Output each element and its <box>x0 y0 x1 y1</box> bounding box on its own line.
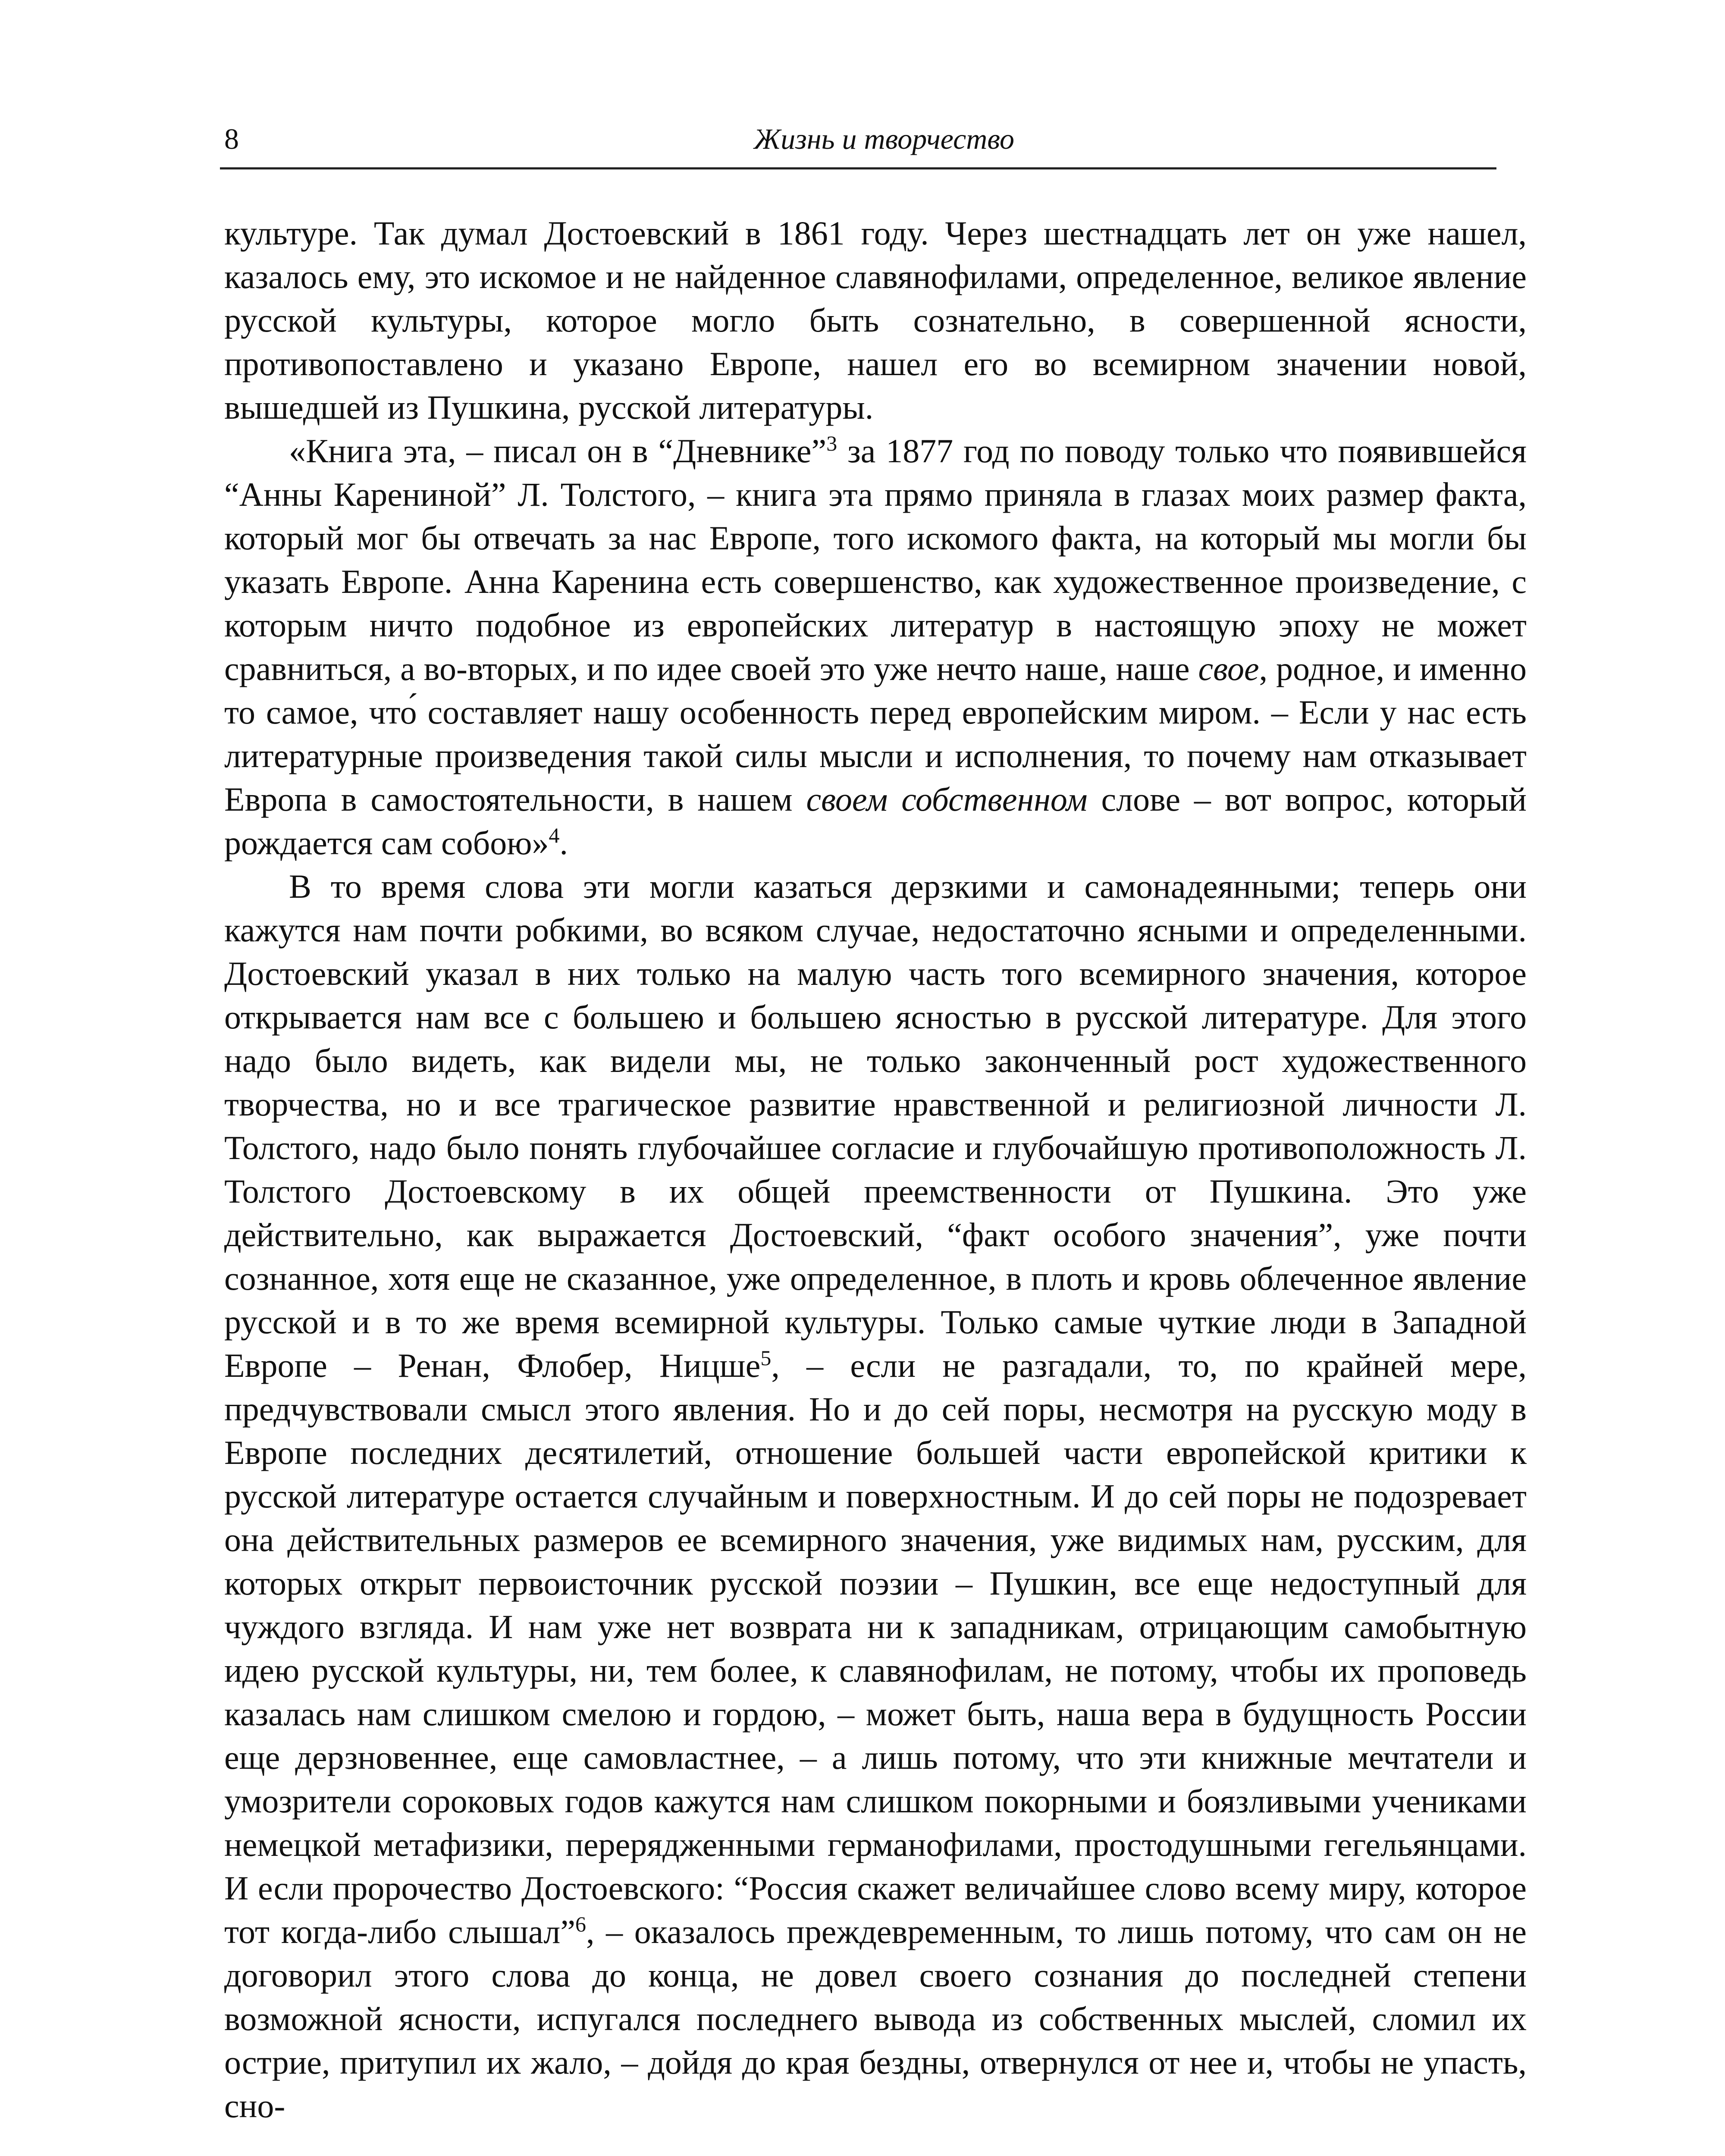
footnote-ref-4: 4 <box>549 823 560 847</box>
paragraph-3 <box>224 865 1527 2128</box>
paragraph-2-quote <box>224 429 1527 865</box>
paragraph-2-text-b: за 1877 год по поводу только что появившейся “Анны Карениной” Л. Толстого, – книга эта прямо приняла в глазах моих размер факта, который мог бы отвечать за нас Европе, того искомого факта, на который мы могли бы указать Европе. Анна Каренина есть совершенство, как художественное произведение, с которым ничто подобное из европейских литератур в настоящую эпоху не может сравниться, а во-вторых, и по идее своей это уже нечто наше, наше <box>224 432 1527 687</box>
footnote-ref-5: 5 <box>760 1346 772 1370</box>
paragraph-3-text-b: , – если не разгадали, то, по крайней мере, предчувствовали смысл этого явления. Но и до сей поры, несмотря на русскую моду в Европе последних десятилетий, отношение большей части европейской критики к русской литературе остается случайным и поверхностным. И до сей поры не подозревает она действительных размеров ее всемирного значения, уже видимых нам, русским, для которых открыт первоисточник русской поэзии – Пушкин, все еще недоступный для чуждого взгляда. И нам уже нет возврата ни к западникам, отрицающим самобытную идею русской культуры, ни, тем более, к славянофилам, не потому, чтобы их проповедь казалась нам слишком смелою и гордою, – может быть, наша вера в будущность России еще дерзновеннее, еще самовластнее, – а лишь потому, что эти книжные мечтатели и умозрители сороковых годов кажутся нам слишком покорными и боязливыми учениками немецкой метафизики, перерядженными германофилами, простодушными гегельянцами. И если пророчество Достоевского: “Россия скажет величайшее слово всему миру, которое тот когда-либо слышал” <box>224 1347 1527 1950</box>
footnote-ref-3: 3 <box>826 431 837 455</box>
running-title: Жизнь и творчество <box>754 122 1014 155</box>
paragraph-3-text-a: В то время слова эти могли казаться дерзкими и самонадеянными; теперь они кажутся нам почти робкими, во всяком случае, недостаточно ясными и определенными. Достоевский указал в них только на малую часть того всемирного значения, которое открывается нам все с большею и большею ясностью в русской литературе. Для этого надо было видеть, как видели мы, не только законченный рост художественного творчества, но и все трагическое развитие нравственной и религиозной личности Л. Толстого, надо было понять глубочайшее согласие и глубочайшую противоположность Л. Толстого Достоевскому в их общей преемственности от Пушкина. Это уже действительно, как выражается Достоевский, “факт особого значения”, уже почти сознанное, хотя еще не сказанное, уже определенное, в плоть и кровь облеченное явление русской и в то же время всемирной культуры. Только самые чуткие люди в Западной Европе – Ренан, Флобер, Ницше <box>224 868 1527 1384</box>
page-number: 8 <box>224 122 239 155</box>
header-rule <box>220 167 1496 169</box>
paragraph-3-text-c: , – оказалось преждевременным, то лишь потому, что сам он не договорил этого слова до конца, не довел своего сознания до последней степени возможной ясности, испугался последнего вывода из собственных мыслей, сломил их острие, притупил их жало, – дойдя до края бездны, отвернулся от нее и, чтобы не упасть, сно- <box>224 1913 1527 2125</box>
emphasis-svoem-sobstvennom: своем собственном <box>806 780 1088 818</box>
paragraph-2-text-e: . <box>559 824 568 862</box>
paragraph-1-text: культуре. Так думал Достоевский в 1861 году. Через шестнадцать лет он уже нашел, казалось ему, это искомое и не найденное славянофилами, определенное, великое явление русской культуры, которое могло быть сознательно, в совершенной ясности, противопоставлено и указано Европе, нашел его во всемирном значении новой, вышедшей из Пушкина, русской литературы. <box>224 214 1527 426</box>
paragraph-2-text-a: «Книга эта, – писал он в “Дневнике” <box>289 432 827 470</box>
main-text <box>224 211 1527 2128</box>
paragraph-2-text-c: , родное, и именно то самое, что́ составляет нашу особенность перед европейским миром. – Если у нас есть литературные произведения такой силы мысли и исполнения, то почему нам отказывает Европа в самостоятельности, в нашем <box>224 650 1527 818</box>
paragraph-1 <box>224 211 1527 429</box>
footnote-ref-6: 6 <box>575 1912 586 1936</box>
paragraph-2-text-d: слове – вот вопрос, который рождается сам собою» <box>224 780 1527 862</box>
page-header <box>224 113 1544 165</box>
emphasis-svoe: свое <box>1198 650 1259 687</box>
